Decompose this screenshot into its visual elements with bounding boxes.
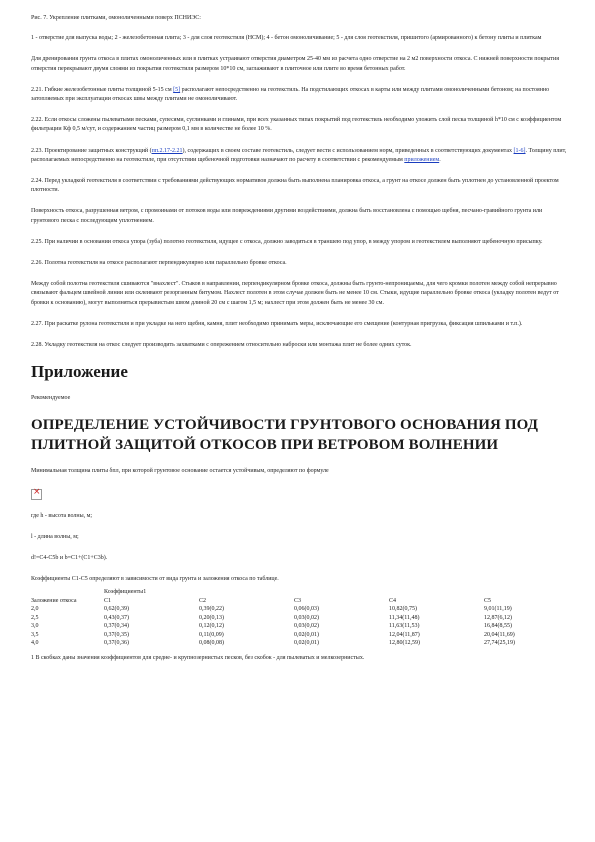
table-cell: 0,08(0,08) xyxy=(199,640,224,647)
table-header-group-row xyxy=(31,588,544,597)
coefficients-intro: Коэффициенты C1-C5 определяют в зависимости от вида грунта и заложения откоса по таблице. xyxy=(31,576,279,583)
table-cell: 2,5 xyxy=(31,614,39,621)
table-cell: 3,5 xyxy=(31,631,39,638)
formula-intro: Минимальная толщина плиты δпл, при которой грунтовое основание остается устойчивым, определяют по формуле xyxy=(31,468,329,475)
table-cell: 0,37(0,36) xyxy=(104,640,129,647)
table-row xyxy=(31,622,544,631)
table-cell: 0,12(0,12) xyxy=(199,623,224,630)
table-cell: 0,02(0,01) xyxy=(294,640,319,647)
definition-wave-length: l - длина волны, м; xyxy=(31,533,79,540)
table-cell: 27,74(25,19) xyxy=(484,640,515,647)
appendix-title: Приложение xyxy=(31,362,128,382)
broken-image-icon xyxy=(31,489,42,500)
table-cell: 4,0 xyxy=(31,640,39,647)
table-cell: 0,03(0,02) xyxy=(294,623,319,630)
definition-wave-height: где h - высота волны, м; xyxy=(31,512,93,519)
table-header-slope: Заложение откоса xyxy=(31,597,77,604)
table-cell: 11,63(11,53) xyxy=(389,623,420,630)
coefficients-table xyxy=(31,588,544,648)
paragraph-drainage-holes: Для дренирования грунта откоса в плитах омоноличенных или в плитках устраивают отверстия диаметром 25-40 мм из расчета одно отверстие на 2 м2 поверхности откоса. С нижней поверхности покрытия отверстия перекрывают двумя слоями из покрытия геотекстиля размером 10*10 см, заглаживают в плиточное или плите во время бетонных работ. xyxy=(31,56,559,72)
table-cell: 10,82(0,75) xyxy=(389,606,417,613)
table-cell: 12,80(12,59) xyxy=(389,640,420,647)
table-header-cell: C5 xyxy=(484,597,492,604)
paragraph-2-26-cont: Между собой полотна геотекстиля сшиваются "внахлест". Стыков в направлении, перпендикулярном бровке откоса, должны быть грунто-непроницаемы, для чего кромки полотен между собой непрерывно связывают фальцем швейной линии или склеивают резорганным битумом. Нахлест полотен в этом случае должен быть не менее 10 см. Стыки, идущие параллельно бровке откоса (укладку полотен ведут от бровки к основанию), могут выполняться прерывистым швом длиной 20 см с шагом 1,5 м; нахлест при этом должен быть не менее 30 см. xyxy=(31,281,559,306)
figure-legend: 1 - отверстие для выпуска воды; 2 - железобетонная плита; 3 - для слоя геотекстиля (НСМ); 4 - бетон омоноличивание; 5 - для слоя геотекстиля, пришитого (армированного) к бетону плиты и плиткам xyxy=(31,35,542,42)
table-cell: 0,06(0,03) xyxy=(294,606,319,613)
table-cell: 0,03(0,02) xyxy=(294,614,319,621)
table-cell: 3,0 xyxy=(31,623,39,630)
table-footnote: 1 В скобках даны значения коэффициентов для средне- и крупнозернистых песков, без скобок - для пылеватых и мелкозернистых. xyxy=(31,654,365,661)
paragraph-2-23-text-end: . xyxy=(439,156,441,163)
table-cell: 0,20(0,13) xyxy=(199,614,224,621)
table-cell: 0,39(0,22) xyxy=(199,606,224,613)
table-cell: 9,01(11,19) xyxy=(484,606,512,613)
table-row xyxy=(31,631,544,640)
table-cell: 0,62(0,39) xyxy=(104,606,129,613)
paragraph-2-21-text: 2.21. Гибкие железобетонные плиты толщиной 5-15 см xyxy=(31,86,174,93)
table-cell: 11,34(11,48) xyxy=(389,614,420,621)
table-cell: 20,04(11,69) xyxy=(484,631,515,638)
table-row xyxy=(31,614,544,623)
paragraph-2-23 xyxy=(31,147,571,165)
appendix-heading: ОПРЕДЕЛЕНИЕ УСТОЙЧИВОСТИ ГРУНТОВОГО ОСНОВАНИЯ ПОД ПЛИТНОЙ ЗАЩИТОЙ ОТКОСОВ ПРИ ВЕТРОВОМ ВОЛНЕНИИ xyxy=(31,417,539,454)
table-header-cell: C1 xyxy=(104,597,112,604)
figure-caption: Рис. 7. Укрепление плитками, омоноличенными поверх ПСНИЭС: xyxy=(31,15,201,21)
table-cell: 2,0 xyxy=(31,606,39,613)
paragraph-2-28: 2.28. Укладку геотекстиля на откос следует производить захватками с опережением относительно наброски или монтажа плит не более одних суток. xyxy=(31,342,412,349)
paragraph-2-21-text-cont: располагают непосредственно на геотекстиль. На подстилающих откосах в карты или между плитами омоноличенными бетоном; на постоянно затопляемых при эксплуатации откосах швы между плитами не омоноличивают. xyxy=(31,86,550,103)
table-header-cell: C2 xyxy=(199,597,207,604)
table-cell: 12,04(11,87) xyxy=(389,631,420,638)
paragraph-2-24-cont: Поверхность откоса, разрушенная ветром, с промоинами от потоков воды или повреждениями другими воздействиями, должна быть восстановлена с помощью щебня, песчано-гравийного грунта или грунтового песка с последующим уплотнением. xyxy=(31,208,543,224)
appendix-recommended-note: Рекомендуемое xyxy=(31,395,71,402)
table-cell: 16,84(8,55) xyxy=(484,623,512,630)
table-cell: 0,11(0,09) xyxy=(199,631,224,638)
paragraph-2-23-text-mid: ), содержащих в своем составе геотекстиль, следует вести с использованием норм, приведенных в соответствующих документах xyxy=(182,147,514,154)
reference-link-5[interactable]: [5] xyxy=(173,86,181,93)
table-header-row xyxy=(31,597,544,606)
table-cell: 0,02(0,01) xyxy=(294,631,319,638)
paragraph-2-27: 2.27. При раскатке рулона геотекстиля и при укладке на него щебня, камня, плит необходимо принимать меры, исключающие его смещение (контурная пригрузка, фиксация шпильками и т.п.). xyxy=(31,320,523,327)
paragraph-2-22: 2.22. Если откосы сложены пылеватыми песками, супесями, суглинками и глинами, при всех указанных типах покрытий под геотекстиль необходимо уложить слой песка толщиной h*10 см с коэффициентом фильтрации Кф 0,5 м/сут, и содержанием частиц размером 0,1 мм в количестве не более 10 %. xyxy=(31,117,562,133)
reference-link-1-6[interactable]: [1-6] xyxy=(513,147,526,154)
paragraph-2-23-text-mid2: . Толщину плит, располагаемых непосредственно на геотекстиле, при отсутствии щебеночной подготовки назначают по расчету в соответствии с рекомендуемым xyxy=(31,147,567,163)
definition-formula: d!=C4-C5b и b=C1+(C1+C3b). xyxy=(31,555,108,562)
table-row xyxy=(31,639,544,648)
table-row xyxy=(31,605,544,614)
paragraph-2-26: 2.26. Полотна геотекстиля на откосе располагают перпендикулярно или параллельно бровке откоса. xyxy=(31,260,287,267)
table-header-cell: C4 xyxy=(389,597,397,604)
table-cell: 0,37(0,35) xyxy=(104,631,129,638)
appendix-link[interactable]: приложением xyxy=(404,156,440,163)
table-header-group: Коэффициенты1 xyxy=(104,589,147,596)
table-header-cell: C3 xyxy=(294,597,302,604)
paragraph-2-21 xyxy=(31,86,571,104)
table-cell: 12,87(6,12) xyxy=(484,614,512,621)
paragraph-2-25: 2.25. При наличии в основании откоса упора (зуба) полотно геотекстиля, идущее с откоса, должно заводиться в траншею под упор, в между упором и геотекстилем выполняют щебеночную присыпку. xyxy=(31,238,543,245)
table-cell: 0,43(0,37) xyxy=(104,614,129,621)
paragraph-2-24: 2.24. Перед укладкой геотекстиля в соответствии с требованиями действующих нормативов должна быть выполнена планировка откоса, а грунт на откосе должен быть уплотнен до установленной проектом плотности. xyxy=(31,178,559,194)
sections-link[interactable]: пп.2.17-2.21 xyxy=(151,147,183,154)
table-cell: 0,37(0,34) xyxy=(104,623,129,630)
paragraph-2-23-text: 2.23. Проектирование защитных конструкций ( xyxy=(31,147,152,154)
